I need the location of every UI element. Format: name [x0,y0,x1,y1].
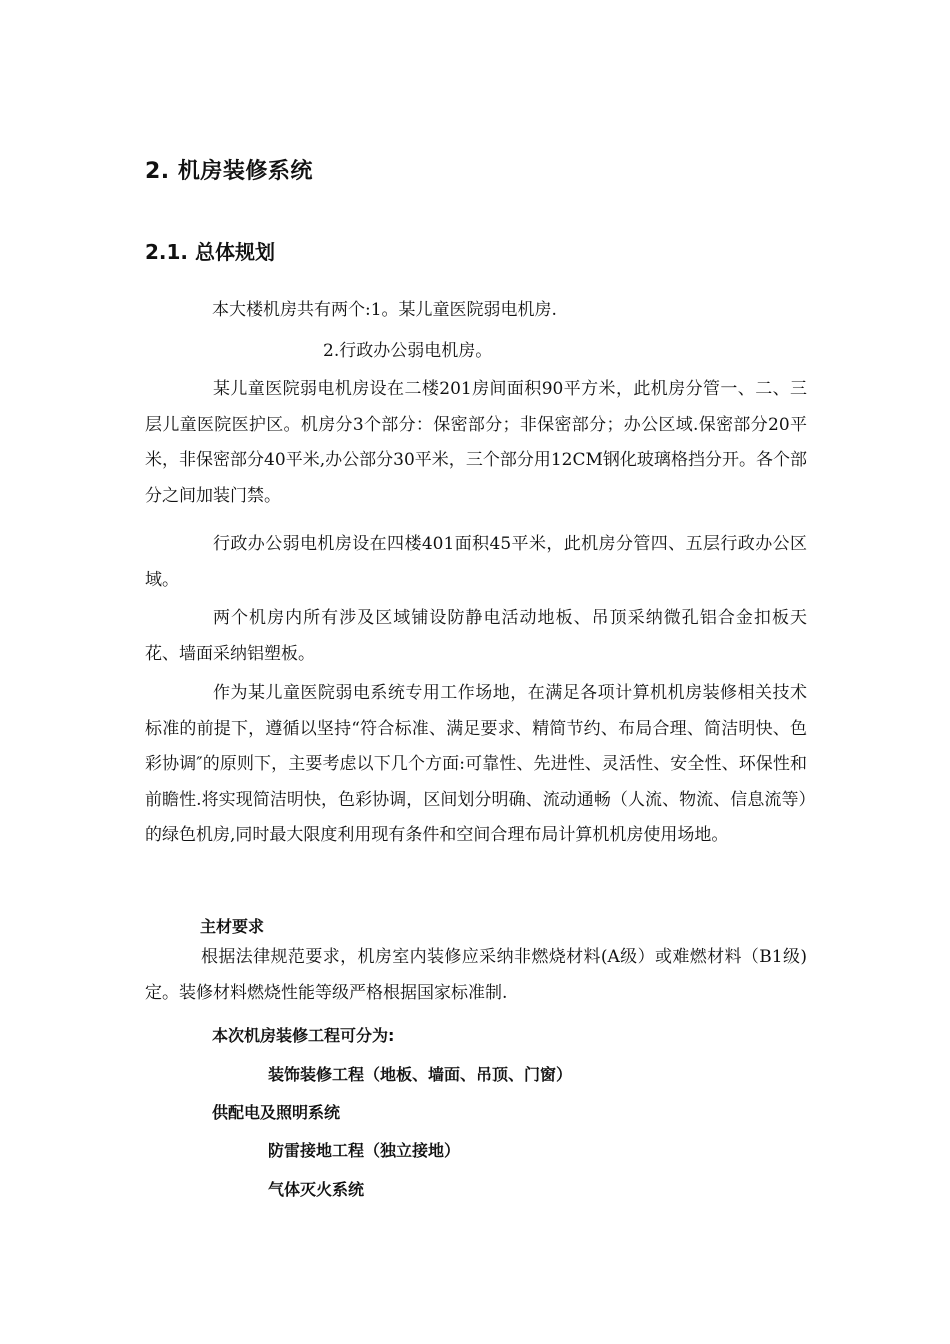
scope-item-lightning: 防雷接地工程（独立接地） [268,1141,461,1160]
paragraph-flooring: 两个机房内所有涉及区域铺设防静电活动地板、吊顶采纳微孔铝合金扣板天花、墙面采纳铝塑板。 [145,608,807,664]
materials-title: 主材要求 [200,917,265,936]
intro-line-1: 本大楼机房共有两个:1。某儿童医院弱电机房. [212,300,557,320]
materials-text: 根据法律规范要求，机房室内装修应采纳非燃烧材料(A级）或难燃材料（B1级)定。装修材料燃烧性能等级严格根据国家标准制. [145,947,807,1003]
paragraph-room-2: 行政办公弱电机房设在四楼401面积45平米，此机房分管四、五层行政办公区域。 [145,534,807,590]
scope-item-fire: 气体灭火系统 [268,1180,365,1199]
paragraph-principles: 作为某儿童医院弱电系统专用工作场地，在满足各项计算机机房装修相关技术标准的前提下，遵循以坚持“符合标准、满足要求、精简节约、布局合理、简洁明快、色彩协调″的原则下，主要考虑以下几个方面:可靠性、先进性、灵活性、安全性、环保性和前瞻性.将实现简洁明快，色彩协调，区间划分明确、流动通畅（人流、物流、信息流等）的绿色机房,同时最大限度利用现有条件和空间合理布局计算机机房使用场地。 [145,683,807,845]
intro-line-2: 2.行政办公弱电机房。 [323,341,493,361]
scope-title: 本次机房装修工程可分为: [212,1026,395,1045]
scope-item-decoration: 装饰装修工程（地板、墙面、吊顶、门窗） [268,1065,573,1084]
subsection-heading: 2.1. 总体规划 [145,240,275,264]
scope-item-power: 供配电及照明系统 [212,1103,341,1122]
paragraph-room-1: 某儿童医院弱电机房设在二楼201房间面积90平方米，此机房分管一、二、三层儿童医院医护区。机房分3个部分：保密部分；非保密部分；办公区域.保密部分20平米，非保密部分40平米,办公部分30平米，三个部分用12CM钢化玻璃格挡分开。各个部分之间加装门禁。 [145,379,807,506]
section-heading: 2. 机房装修系统 [145,159,313,184]
